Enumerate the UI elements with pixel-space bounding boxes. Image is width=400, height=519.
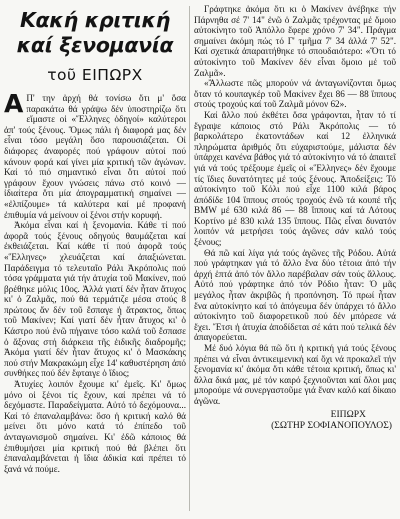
paragraph bbox=[4, 89, 186, 220]
paragraph: Θά πῶ καί λίγα γιά τούς ἀγῶνες τῆς Ρόδου. Αὐτά πού γράφτηκαν γιά τό ἄλλο ἔνα δύο τέτοια ἀπό τήν ἀρχή ἑπτά ἀπό τόν ἄλλο παρέβαλαν σάν τούς ἄλλους. Αὐτό πού γράφτηκε ἀπό τόν Ρόδιο ἦταν: Ὁ μᾶς μεγάλος ἦταν ἀκριβῶς ἡ προπόνηση. Τό πρωί ἦταν ἕνα αὐτοκίνητο καί τό ἀπόγευμα δέν ὑπάρχει τό ἄλλο αὐτοκίνητο τοῦ διαφορετικοῦ πού δέν μπόρεσε νά ἔχει. Ἔτσι ἡ ἀτυχία ἀποδίδεται σέ κάτι πού τελικά δέν ἀπαγορεύεται. bbox=[194, 247, 396, 343]
paragraph: Μέ δυό λόγια θά πῶ ὅτι ἡ κριτική γιά τούς ξένους πρέπει νά εἶναι ἀντικειμενική καί ὄχι νά προκαλεῖ τήν ξενομανία κι' ἀκόμα ὅτι κάθε τέτοια κριτική, ὅπως κι' ἄλλα δικά μας, μέ τόν καιρό ξεχνιοῦνται καί ὅλοι μας μπορούμε νά συνεργαστοῦμε γιά ἔναν καλό καί δίκαιο ἀγῶνα. bbox=[194, 343, 396, 406]
paragraph: Ἀκόμα εἶναι καί ἡ ξενομανία. Κάθε τί πού ἀφορᾶ τούς ξένους οδηγούς θαυμάζεται καί ἐκθειάζεται. Καί κάθε τί πού ἀφορᾶ τούς «Ἕλληνες» χλευάζεται καί ἀπαξιώνεται. Παράδειγμα τό τελευταῖο Ράλι Ἀκρόπολις πού τόσα γράμματα γιά τήν ἀτυχία τοῦ Μακίνεν, πού βρέθηκε μόλις 10ος. Ἀλλά γιατί δέν ἦταν ἄτυχος κι' ὁ Ζαλμᾶς, πού θά τερμάτιζε μέσα στούς 8 πρώτους ἄν δέν τοῦ ἔσπαγε ἡ ἄτρακτος, ὅπως τοῦ Μακίνεν; Καί γιατί δέν ἦταν ἄτυχος κι' ὁ Κάστρο πού ἐνῶ πήγαινε τόσο καλά τοῦ ἔσπασε ὁ ἄξονας στή διάρκεια τῆς ἐιδικῆς διαδρομῆς; Ἀκόμα γιατί δέν ἦταν ἄτυχος κι' ὁ Μασκάκης πού στήν Μακρακώμη εἶχε 14' καθυστέρηση ἀπό συνθήκες πού δέν ἔφταιγε ὁ ἴδιος; bbox=[4, 220, 186, 379]
byline: τοῦ ΕΙΠΩΡΧ bbox=[47, 66, 143, 84]
drop-cap: Α bbox=[4, 89, 24, 118]
headline bbox=[4, 8, 186, 58]
signature-real-name: (ΣΩΤΗΡ ΣΟΦΙΑΝΟΠΟΥΛΟΣ) bbox=[271, 419, 392, 431]
paragraph-text: Π' την ἀρχή θά τονίσω ὅτι μ' ὅσα παρακάτω θά γράψω δέν ὑποστηρίζω ὅτι εἴμαστε οἱ «Ἕλληνες ὁδηγοί» καλύτεροι ἀπ' τούς ξένους. Ὅμως πάλι ἡ διαφορά μας δέν εἶναι τόσο μεγάλη ὅσο παρουσιάζεται. Οἱ διάφορες ἀναφορές πού γράφουν αὐτοί πού κάνουν φορά καί γίνει μία κριτική τῶν ἀγώνων. Καί τό πιό σημαντικό εἶναι ὅτι αὐτοί πού γράφουν ἔχουν γνώσεις πάνω στό κοινό — ἰδιαίτερα ὅτι μία ἀπογραμματική σημαίνει — «ἐλπίζουμε» τά καλύτερα καί μέ προφανή ἐπιθυμία νά μείνουν οἱ ξένοι στήν κορυφή. bbox=[4, 93, 186, 220]
column-divider bbox=[189, 6, 190, 511]
right-column bbox=[194, 4, 396, 515]
paragraph: Γράφτηκε ἀκόμα ὅτι κι ὁ Μακίνεν ἀνέβηκε τήν Πάρνηθα σέ 7' 14" ἐνῶ ὁ Ζαλμᾶς τρέχοντας μέ ὅμοιο αὐτοκίνητο τοῦ Ἀπόλλο ἔφερε χρόνο 7' 34". Πράγμα σημαίνει ἀκόμη πώς τό Γ' τμῆμα 7' 34 ἀλλά 7' 52". Καί σχετικά ἀπαραιτήθηκε τό σπουδαιότερο: «Ὅτι τό αὐτοκίνητο τοῦ Μακίνεν δέν εἶναι ὅμοιο μέ τοῦ Ζαλμᾶ». bbox=[194, 4, 396, 78]
paragraph: «Ἄλλωστε πῶς μπορούν νά ἀνταγωνίζονται ὅμως ὅταν τό κουπαγκέρ τοῦ Μακίνεν ἔχει 86 — 88 ἵππους στούς τροχούς καί τοῦ Ζαλμᾶ μόνον 62». bbox=[194, 78, 396, 110]
signature-name: ΕΙΠΩΡΧ bbox=[330, 408, 366, 420]
headline-line-1: Κακή κριτική bbox=[19, 8, 171, 32]
paragraph: Καί ἄλλο πού ἐκθέτει ὅσα γράφονται, ἦταν τό τί ἔγραψε κάποιος στό Ράλι Ἀκρόπολις — τό βαρκολάτερο ἐκατοντάδων καί 12 ἐλληνικά πληρώματα ἀριθμός ὅτι εὐχαριστούμε, μάλιστα δέν ὑπάρχει κανένα βάθος γιά τό αὐτοκίνητο νά τό ἀπαιτεῖ γιά νά τούς τρέξουμε ἐμεῖς οἱ «Ἕλληνες» δέν ἔχουμε τίς ἴδιες δυνατότητες μέ τούς ξένους. Ἀποδείξεις: Τό αὐτοκίνητο τοῦ Κόλι πού εἶχε 1100 κιλά βάρος ἀπόδίδε 104 ἵππους στούς τροχούς ἐνῶ τά κουπέ τῆς BMW μέ 630 κιλά 86 — 88 ἵππους καί τά Λότους Κορτίνο μέ 830 κιλά 135 ἵππους. Πῶς εἶναι δυνατόν λοιπόν νά μετρήσει τούς ἀγῶνες σάν καλό τούς ξένους; bbox=[194, 109, 396, 248]
paragraph: Ἀτυχίες λοιπόν ἔχουμε κι' ἐμεῖς. Κι' ὅμως μόνο οἱ ξένοι τίς ἔχουν, καί πρέπει νά τό δεχόμαστε. Παραδείγματα. Αὐτό τό δεχόμουνα... Καί τό ἐπαναλαμβάνω: ὅσο ἡ κριτική καλό θά μείνει ὅτι μόνο κατά τό ἐπίπεδο τοῦ ἀνταγωνισμοῦ σημαίνει. Κι' ἐδῶ κάποιος θά ἐπιθυμήσει μία κριτική πού θά βλέπει ὅτι ἐπαναλαμβάνεται ἡ ἴδια ἀδικία καί πρέπει τό ξανά νά πούμε. bbox=[4, 379, 186, 474]
left-column bbox=[4, 4, 186, 515]
headline-line-2: καί ξενομανία bbox=[16, 33, 174, 57]
